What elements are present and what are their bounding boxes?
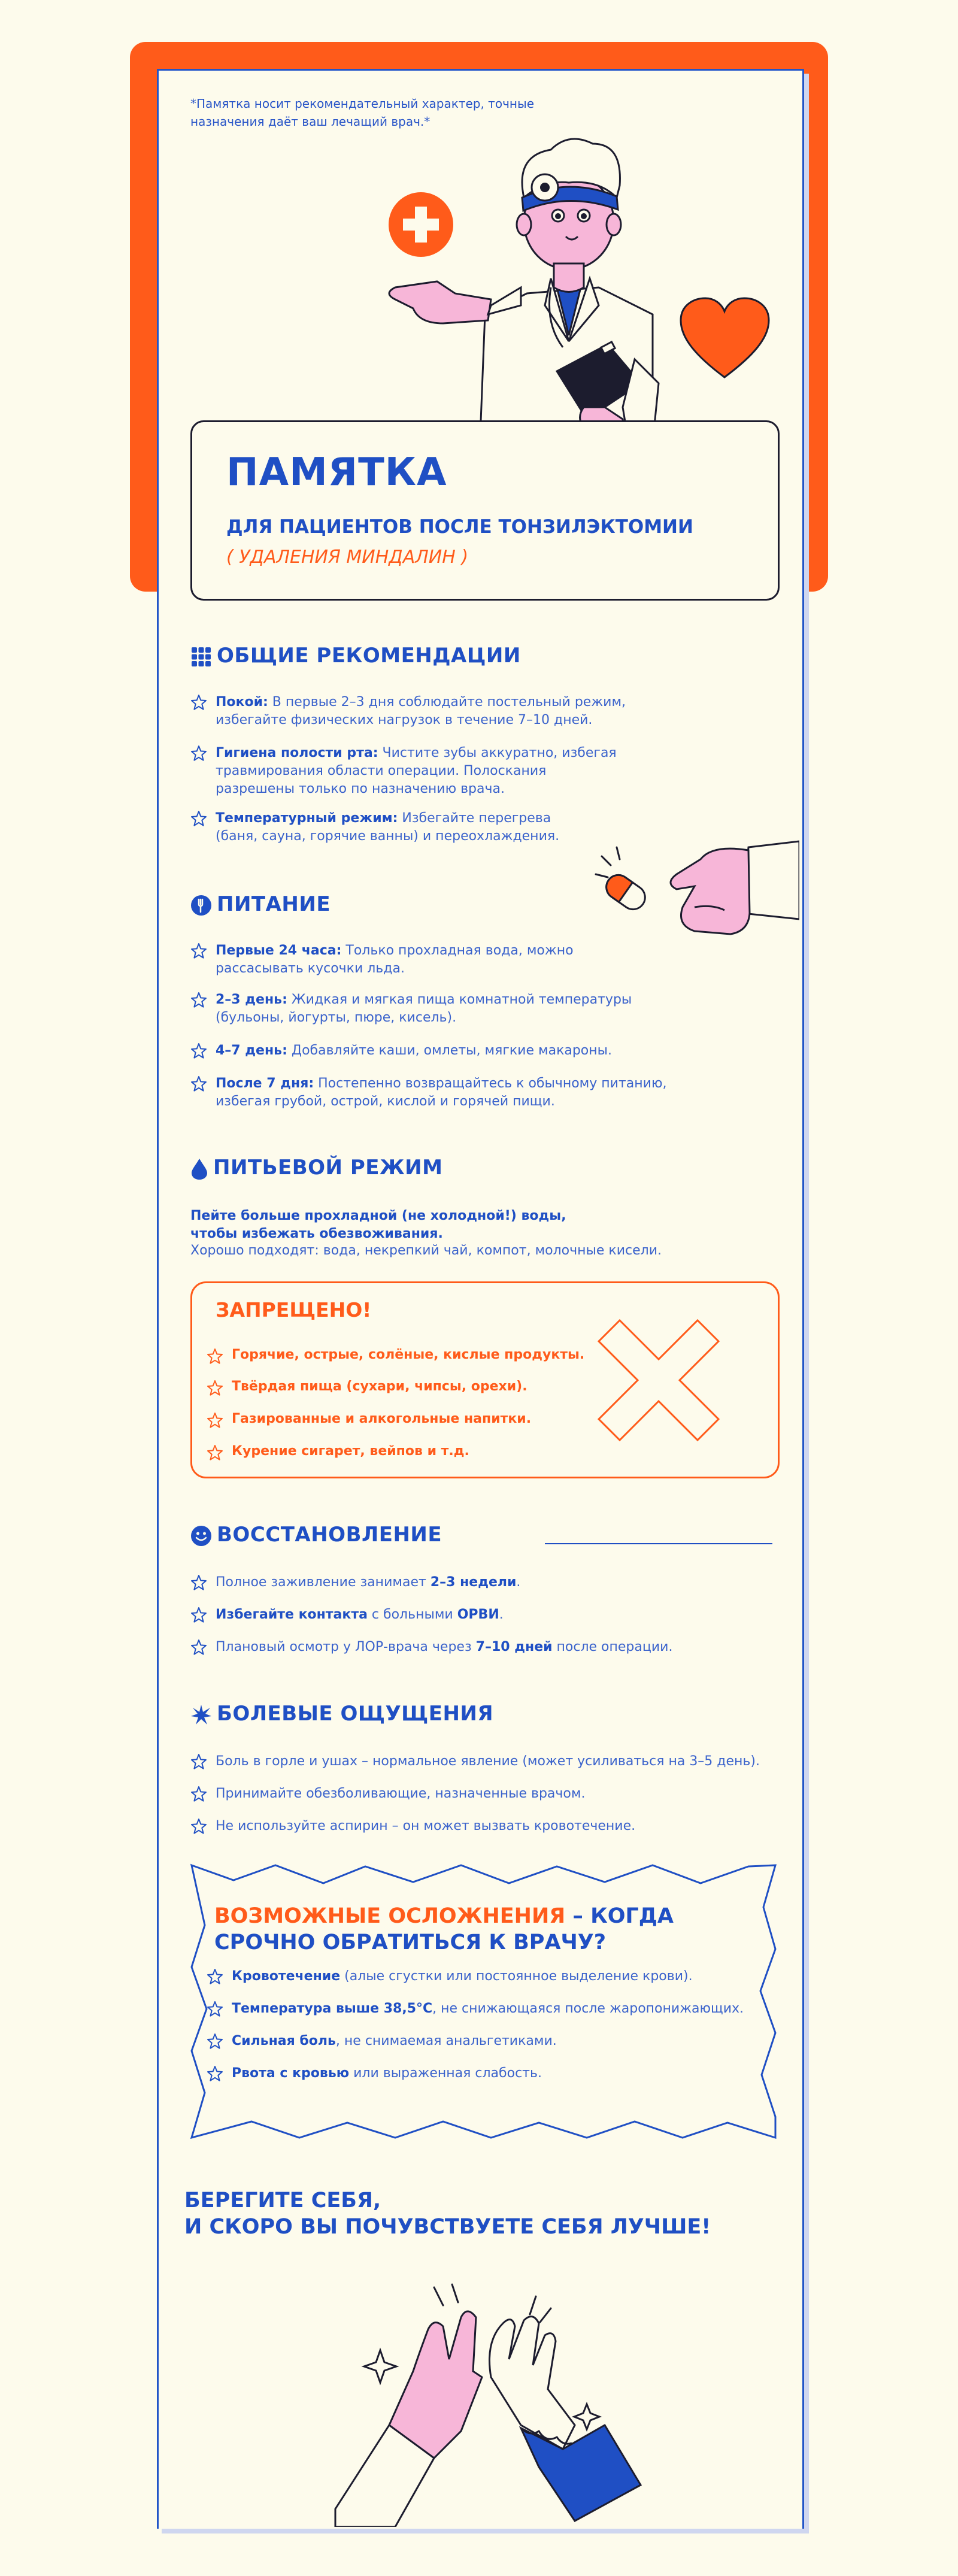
- item-text: Избегайте перегрева (баня, сауна, горячие ванны) и переохлаждения.: [216, 811, 560, 844]
- page-subtitle-note: ( УДАЛЕНИЯ МИНДАЛИН ): [226, 547, 469, 568]
- utensils-icon: [190, 895, 212, 916]
- burst-icon: [190, 1704, 212, 1726]
- item-bold: ОРВИ: [457, 1607, 499, 1622]
- star-icon: [190, 694, 207, 711]
- item-text: Боль в горле и ушах – нормальное явление (может усиливаться на 3–5 день).: [216, 1754, 760, 1769]
- section-pain-heading: [190, 1702, 493, 1726]
- list-item: [190, 810, 587, 845]
- item-text: Не используйте аспирин – он может вызвать кровотечение.: [216, 1819, 636, 1833]
- water-drop-icon: [190, 1157, 208, 1180]
- star-icon: [190, 1574, 207, 1591]
- page-title: ПАМЯТКА: [226, 450, 447, 495]
- section-general-title: ОБЩИЕ РЕКОМЕНДАЦИИ: [217, 644, 521, 668]
- doctor-illustration: [371, 108, 790, 467]
- item-label: 2–3 день:: [216, 992, 287, 1007]
- item-bold: 2–3 недели: [430, 1575, 517, 1590]
- list-item: [190, 991, 671, 1027]
- high-five-illustration: [323, 2269, 659, 2527]
- item-text: Чистите зубы аккуратно, избегая травмирования области операции. Полоскания разрешены только по назначению врача.: [216, 745, 617, 796]
- smiley-icon: [190, 1525, 212, 1547]
- page-subtitle: ДЛЯ ПАЦИЕНТОВ ПОСЛЕ ТОНЗИЛЭКТОМИИ: [226, 516, 693, 538]
- forbidden-item-text: Горячие, острые, солёные, кислые продукты.: [232, 1347, 585, 1362]
- list-item: [190, 693, 671, 729]
- item-text: (алые сгустки или постоянное выделение крови).: [340, 1969, 693, 1984]
- star-icon: [190, 1607, 207, 1623]
- forbidden-item: [207, 1347, 615, 1362]
- item-text: Добавляйте каши, омлеты, мягкие макароны.: [291, 1043, 613, 1058]
- star-icon: [190, 942, 207, 959]
- list-item: [190, 1785, 766, 1803]
- list-item: [207, 1968, 783, 1986]
- item-label: 4–7 день:: [216, 1043, 287, 1058]
- complications-title-blue: – КОГДА СРОЧНО ОБРАТИТЬСЯ К ВРАЧУ?: [214, 1904, 674, 1954]
- star-icon: [190, 1786, 207, 1802]
- item-text: с больными: [367, 1607, 457, 1622]
- item-text: или выраженная слабость.: [349, 2066, 542, 2081]
- closing-line-2: И СКОРО ВЫ ПОЧУВСТВУЕТЕ СЕБЯ ЛУЧШЕ!: [184, 2215, 711, 2239]
- item-label: Первые 24 часа:: [216, 943, 342, 958]
- item-bold: Избегайте контакта: [216, 1607, 368, 1622]
- section-recovery-heading: [190, 1523, 442, 1547]
- disclaimer-note: *Памятка носит рекомендательный характер, точные назначения даёт ваш лечащий врач.*: [190, 96, 535, 129]
- cross-icon: [596, 1317, 721, 1443]
- list-item: [190, 1753, 790, 1771]
- item-text: Только прохладная вода, можно рассасывать кусочки льда.: [216, 943, 574, 976]
- list-item: [190, 1042, 754, 1060]
- item-bold: 7–10 дней: [475, 1639, 553, 1654]
- item-text: , не снижающаяся после жаропонижающих.: [432, 2001, 744, 2016]
- complications-title-orange: ВОЗМОЖНЫЕ ОСЛОЖНЕНИЯ: [214, 1904, 566, 1928]
- section-recovery-title: ВОССТАНОВЛЕНИЕ: [217, 1523, 442, 1547]
- closing-message: [184, 2187, 711, 2240]
- divider-line: [545, 1543, 772, 1544]
- item-text: Полное заживление занимает: [216, 1575, 431, 1590]
- section-drinking-title: ПИТЬЕВОЙ РЕЖИМ: [213, 1156, 443, 1180]
- item-label: Температурный режим:: [216, 811, 398, 826]
- section-nutrition-title: ПИТАНИЕ: [217, 892, 331, 916]
- drinking-lead: Пейте больше прохладной (не холодной!) воды, чтобы избежать обезвоживания.: [190, 1208, 566, 1241]
- star-icon: [207, 1968, 223, 1985]
- star-icon: [190, 745, 207, 762]
- forbidden-item-text: Твёрдая пища (сухари, чипсы, орехи).: [232, 1379, 527, 1394]
- item-label: Температура выше 38,5°С: [232, 2001, 433, 2016]
- forbidden-item: [207, 1411, 615, 1426]
- item-text: , не снимаемая анальгетиками.: [335, 2033, 557, 2048]
- item-text: Постепенно возвращайтесь к обычному питанию, избегая грубой, острой, кислой и горячей пищи.: [216, 1076, 667, 1109]
- list-item: [207, 2000, 783, 2018]
- forbidden-item-text: Курение сигарет, вейпов и т.д.: [232, 1444, 469, 1459]
- list-item: [207, 2065, 783, 2083]
- item-label: Гигиена полости рта:: [216, 745, 378, 760]
- list-item: [190, 942, 575, 978]
- forbidden-item: [207, 1379, 615, 1394]
- item-text: Жидкая и мягкая пища комнатной температуры (бульоны, йогурты, пюре, кисель).: [216, 992, 632, 1025]
- item-label: Сильная боль: [232, 2033, 336, 2048]
- star-icon: [207, 1412, 223, 1429]
- item-text: после операции.: [552, 1639, 673, 1654]
- item-text: .: [499, 1607, 504, 1622]
- section-pain-title: БОЛЕВЫЕ ОЩУЩЕНИЯ: [217, 1702, 494, 1726]
- item-label: После 7 дня:: [216, 1076, 314, 1091]
- closing-line-1: БЕРЕГИТЕ СЕБЯ,: [184, 2189, 381, 2213]
- drinking-sub: Хорошо подходят: вода, некрепкий чай, компот, молочные кисели.: [190, 1243, 662, 1258]
- section-general-heading: [190, 644, 521, 668]
- star-icon: [190, 1075, 207, 1092]
- list-item: [190, 1075, 695, 1111]
- star-icon: [190, 810, 207, 827]
- star-icon: [190, 1042, 207, 1059]
- star-icon: [190, 1639, 207, 1656]
- title-box: [190, 420, 780, 601]
- grid-icon: [190, 646, 212, 668]
- item-text: В первые 2–3 дня соблюдайте постельный режим, избегайте физических нагрузок в течение 7–10 дней.: [216, 695, 626, 728]
- section-drinking-heading: [190, 1156, 442, 1180]
- item-text: .: [516, 1575, 521, 1590]
- item-text: Плановый осмотр у ЛОР-врача через: [216, 1639, 476, 1654]
- list-item: [190, 1606, 766, 1624]
- star-icon: [190, 992, 207, 1008]
- pill-hand-illustration: [593, 835, 799, 970]
- star-icon: [207, 2001, 223, 2017]
- item-text: Принимайте обезболивающие, назначенные врачом.: [216, 1786, 586, 1801]
- item-label: Рвота с кровью: [232, 2066, 350, 2081]
- medical-cross-icon: [386, 190, 456, 259]
- list-item: [207, 2032, 783, 2050]
- star-icon: [207, 1348, 223, 1365]
- item-label: Покой:: [216, 695, 268, 710]
- forbidden-item-text: Газированные и алкогольные напитки.: [232, 1411, 532, 1426]
- list-item: [190, 1817, 766, 1835]
- forbidden-item: [207, 1444, 615, 1459]
- star-icon: [207, 1380, 223, 1396]
- star-icon: [190, 1818, 207, 1835]
- item-label: Кровотечение: [232, 1969, 341, 1984]
- list-item: [190, 1574, 766, 1592]
- list-item: [190, 744, 629, 798]
- star-icon: [207, 1444, 223, 1461]
- complications-title: [214, 1903, 735, 1956]
- forbidden-title: ЗАПРЕЩЕНО!: [216, 1298, 372, 1322]
- list-item: [190, 1638, 766, 1656]
- star-icon: [207, 2065, 223, 2082]
- section-nutrition-heading: [190, 892, 331, 916]
- star-icon: [207, 2033, 223, 2050]
- heart-icon: [678, 296, 771, 380]
- star-icon: [190, 1753, 207, 1770]
